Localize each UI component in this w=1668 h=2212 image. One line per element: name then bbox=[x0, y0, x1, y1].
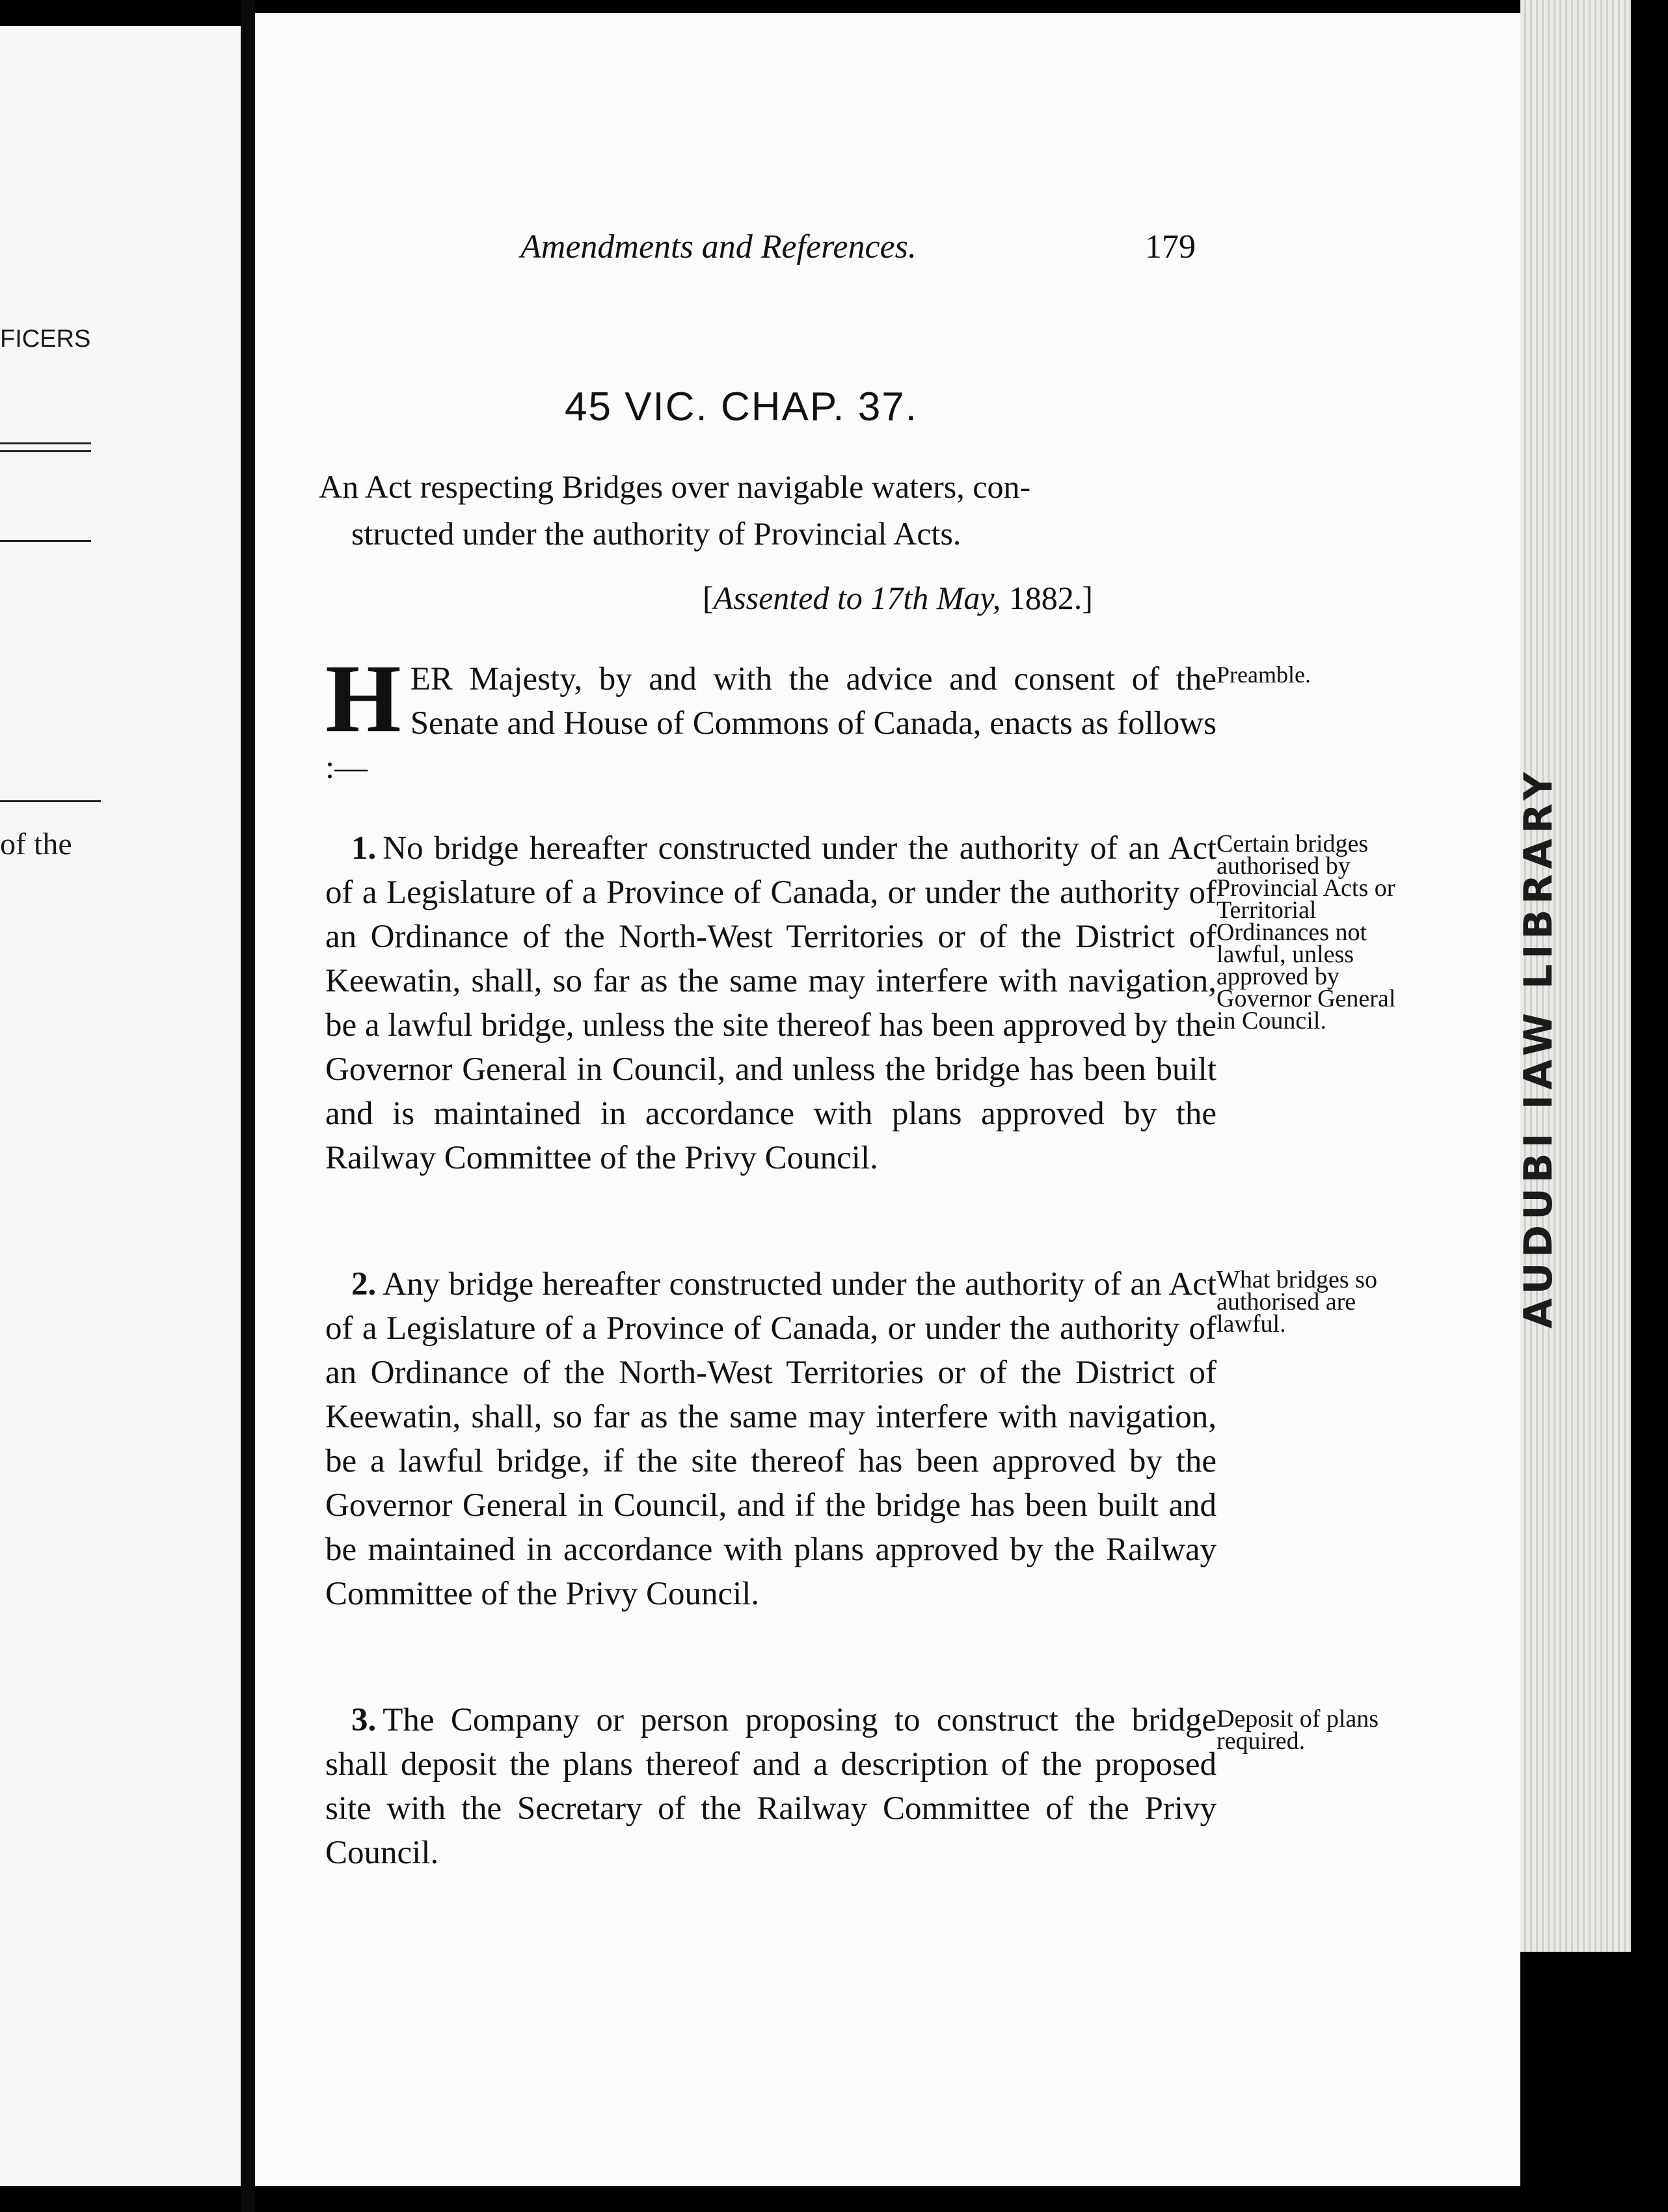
assent-prefix: [ bbox=[703, 580, 714, 616]
facing-page-rule bbox=[0, 450, 91, 452]
margin-note-section-2: What bridges so authorised are lawful. bbox=[1217, 1266, 1377, 1338]
section-number: 2. bbox=[351, 1266, 377, 1302]
facing-page-rule bbox=[0, 442, 91, 444]
section-text: No bridge hereafter constructed under the authority of an Act of a Legislature of a Province of Canada, or under the authority of an Ordinance of the North-West Territories or of the District of Keewatin, shall, so far as the same may interfere with navigation, be a lawful bridge, unless the site thereof has been approved by the Governor General in Council, and unless the bridge has been built and is maintained in accordance with plans approved by the Railway Committee of the Privy Council. bbox=[325, 830, 1217, 1176]
running-head: Amendments and References. bbox=[520, 228, 917, 265]
section-2 bbox=[325, 1262, 1217, 1616]
assent-year: 1882.] bbox=[1008, 580, 1093, 616]
drop-cap: H bbox=[325, 645, 401, 753]
preamble bbox=[325, 645, 1217, 790]
act-title-line-2: structed under the authority of Provincial Acts. bbox=[351, 515, 962, 552]
page-edge-stamp: AUDUBI IAW LIBRARY bbox=[1516, 766, 1561, 1329]
book-gutter bbox=[241, 0, 255, 2212]
section-number: 3. bbox=[351, 1702, 377, 1738]
facing-page-rule bbox=[0, 800, 101, 802]
assent-date: 17th May, bbox=[870, 580, 1001, 616]
facing-page-fragment-bottom: of the bbox=[0, 827, 72, 861]
section-number: 1. bbox=[351, 830, 377, 867]
assent-line bbox=[703, 579, 1093, 617]
facing-page-fragment-top: FICERS bbox=[0, 325, 91, 353]
page-number: 179 bbox=[1145, 228, 1196, 265]
section-3 bbox=[325, 1698, 1217, 1875]
assent-italic: Assented to bbox=[713, 580, 863, 616]
section-1 bbox=[325, 826, 1217, 1180]
section-text: The Company or person proposing to construct the bridge shall deposit the plans thereof and a description of the proposed site with the Secretary of the Railway Committee of the Privy Council. bbox=[325, 1702, 1217, 1871]
margin-note-preamble: Preamble. bbox=[1217, 662, 1311, 688]
facing-page bbox=[0, 26, 241, 2186]
chapter-heading: 45 VIC. CHAP. 37. bbox=[565, 384, 918, 429]
facing-page-rule bbox=[0, 540, 91, 542]
act-title bbox=[319, 463, 1210, 557]
preamble-text: ER Majesty, by and with the advice and consent of the Senate and House of Commons of Canada, enacts as follows :— bbox=[325, 661, 1217, 786]
margin-note-section-3: Deposit of plans required. bbox=[1217, 1705, 1379, 1755]
margin-note-section-1: Certain bridges authorised by Provincial Acts or Territorial Ordinances not lawful, unless approved by Governor General in Council. bbox=[1217, 830, 1396, 1034]
section-text: Any bridge hereafter constructed under the authority of an Act of a Legislature of a Province of Canada, or under the authority of an Ordinance of the North-West Territories or of the District of Keewatin, shall, so far as the same may interfere with navigation, be a lawful bridge, if the site thereof has been approved by the Governor General in Council, and if the bridge has been built and be maintained in accordance with plans approved by the Railway Committee of the Privy Council. bbox=[325, 1266, 1217, 1612]
act-title-line-1: An Act respecting Bridges over navigable waters, con- bbox=[319, 468, 1031, 505]
